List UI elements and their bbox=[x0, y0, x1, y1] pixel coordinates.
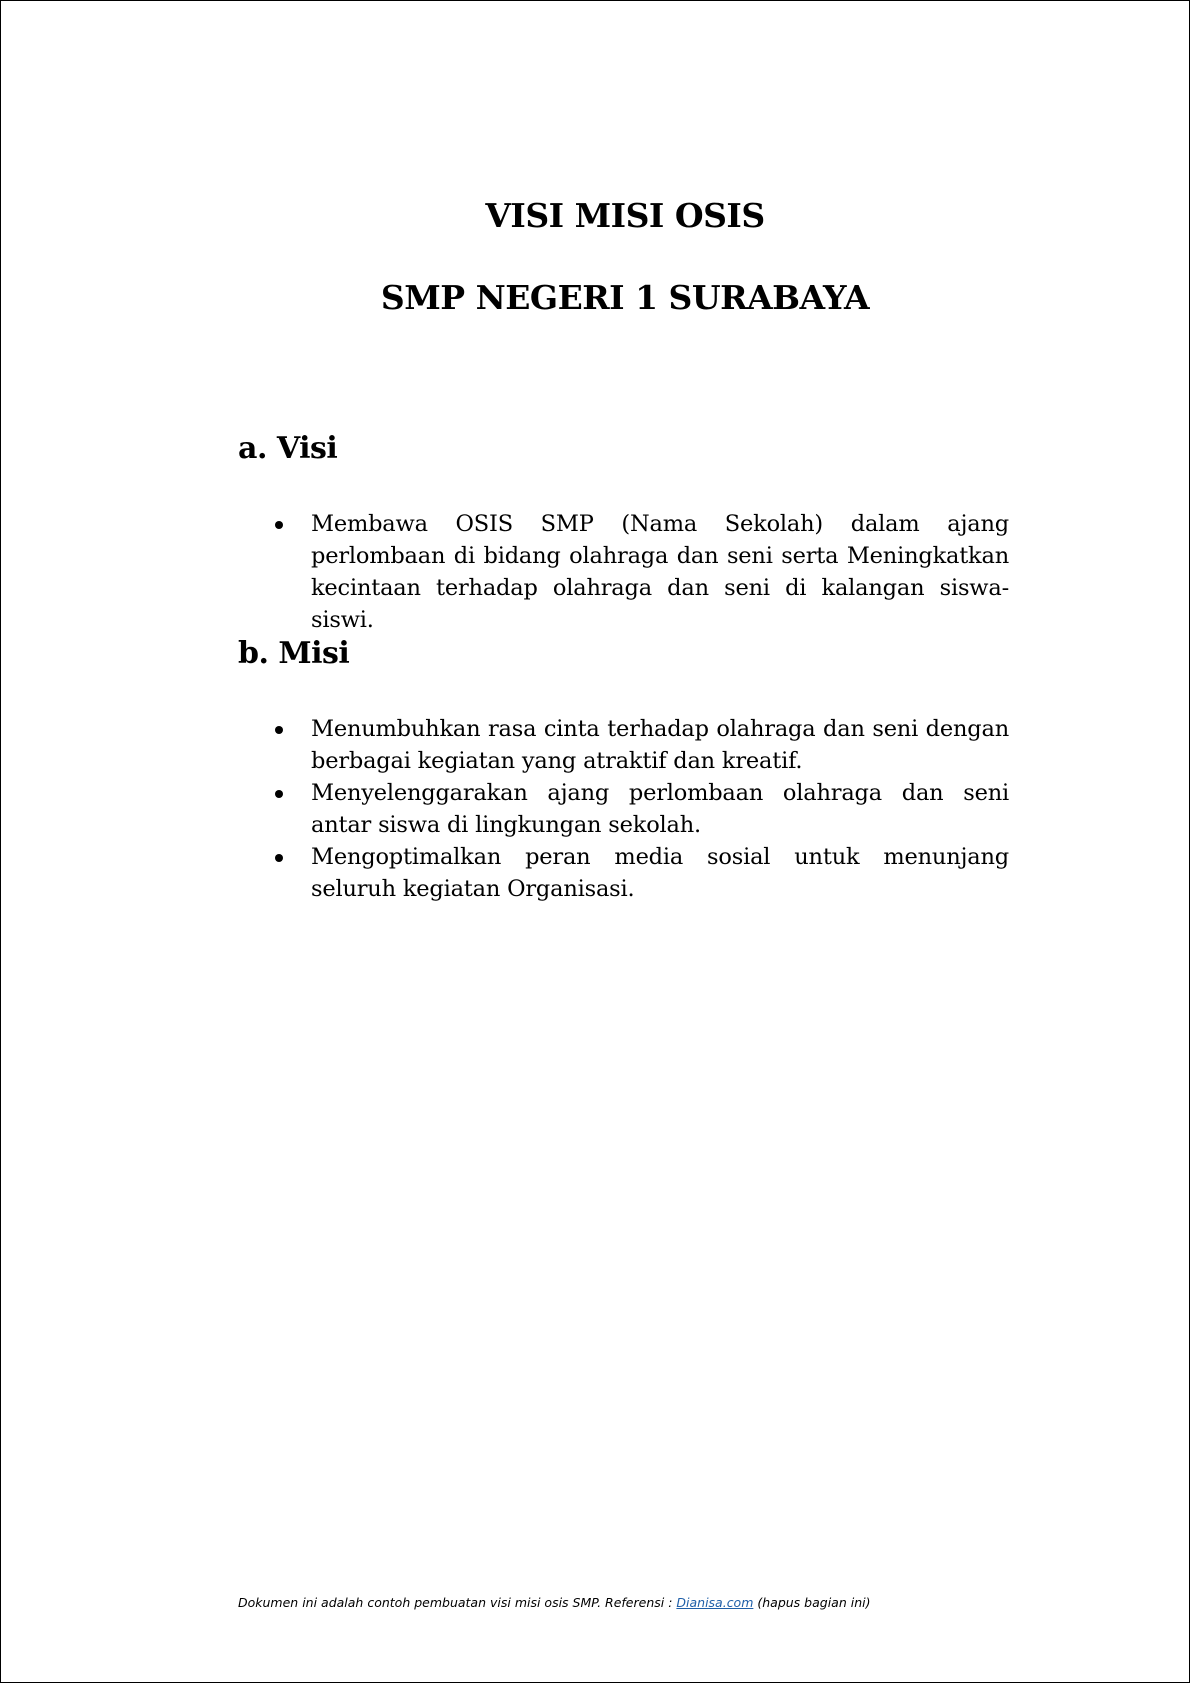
visi-list bbox=[271, 508, 1009, 636]
reference-link[interactable]: Dianisa.com bbox=[676, 1595, 754, 1610]
document-title: VISI MISI OSIS bbox=[485, 196, 765, 235]
bullet-icon bbox=[275, 521, 283, 529]
footer-note bbox=[238, 1595, 870, 1610]
footer-text: Dokumen ini adalah contoh pembuatan visi misi osis SMP. Referensi : bbox=[238, 1595, 677, 1610]
bullet-icon bbox=[275, 854, 283, 862]
list-item-text: Menumbuhkan rasa cinta terhadap olahraga dan seni dengan berbagai kegiatan yang atraktif dan kreatif. bbox=[311, 716, 1009, 774]
misi-list bbox=[271, 713, 1009, 905]
list-item-text: Membawa OSIS SMP (Nama Sekolah) dalam ajang perlombaan di bidang olahraga dan seni serta Meningkatkan kecintaan terhadap olahraga dan seni di kalangan siswa-siswi. bbox=[311, 511, 1009, 633]
list-item bbox=[271, 508, 1009, 636]
list-item-text: Menyelenggarakan ajang perlombaan olahraga dan seni antar siswa di lingkungan sekolah. bbox=[311, 780, 1009, 838]
visi-heading: a. Visi bbox=[238, 431, 338, 466]
list-item bbox=[271, 777, 1009, 841]
bullet-icon bbox=[275, 790, 283, 798]
footer-text-suffix: (hapus bagian ini) bbox=[753, 1595, 871, 1610]
bullet-icon bbox=[275, 726, 283, 734]
list-item bbox=[271, 713, 1009, 777]
document-subtitle: SMP NEGERI 1 SURABAYA bbox=[380, 278, 870, 317]
list-item-text: Mengoptimalkan peran media sosial untuk menunjang seluruh kegiatan Organisasi. bbox=[311, 844, 1009, 902]
misi-heading: b. Misi bbox=[238, 636, 350, 671]
list-item bbox=[271, 841, 1009, 905]
